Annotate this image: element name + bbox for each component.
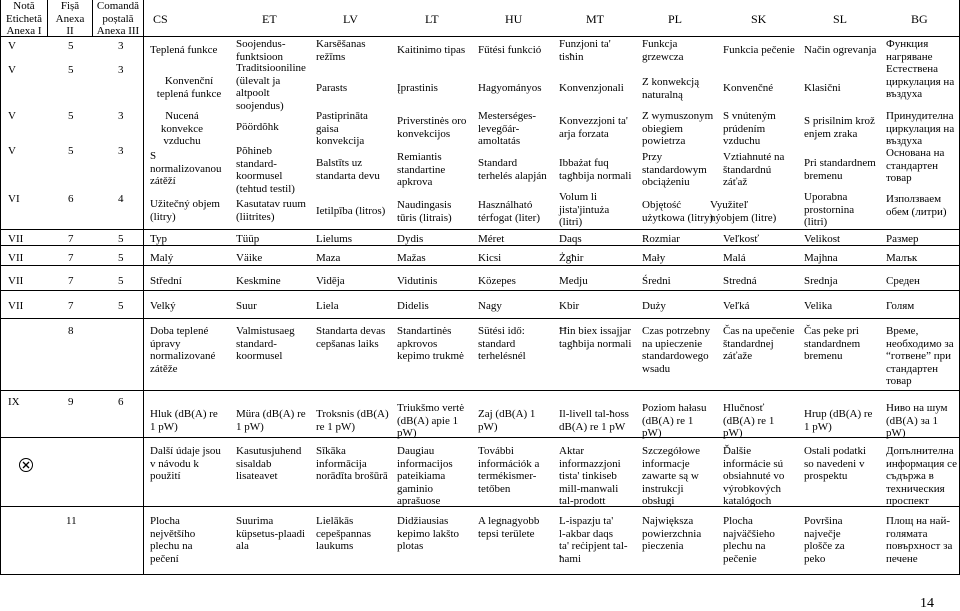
rule-large [0, 290, 960, 291]
row5-hu: Használható térfogat (liter) [478, 199, 540, 224]
row2-lt: Įprastinis [397, 82, 438, 94]
row2-pl: Z konwekcją naturalną [642, 76, 700, 101]
row5-mt: Volum li jista'jintuża (litri) [559, 191, 610, 228]
row3-mt: Konvezzjoni ta' arja forzata [559, 115, 628, 140]
row6-ref-3: 5 [118, 233, 124, 245]
row5-cs: Užitečný objem (litry) [150, 198, 220, 223]
lang-hu: HU [505, 12, 523, 26]
row10-et: Valmistusaeg standard- koormusel [236, 325, 295, 362]
row1-bg: Функция нагряване [886, 38, 933, 63]
row4-ref-1: V [8, 145, 16, 157]
row10-sk: Čas na upečenie štandardnej záťaže [723, 325, 795, 362]
row7-ref-3: 5 [118, 252, 124, 264]
row5-pl: Objętość użytkowa (litry) [642, 199, 714, 224]
row2-ref-2: 5 [68, 64, 74, 76]
row4-et: Põhineb standard- koormusel (tehtud testil) [236, 145, 295, 195]
row10-lv: Standarta devas cepšanas laiks [316, 325, 386, 350]
row8-cs: Střední [150, 275, 182, 287]
row8-et: Keskmine [236, 275, 281, 287]
row5-sl: Uporabna prostornina (litri) [804, 191, 855, 228]
row9-bg: Голям [886, 300, 915, 312]
row10-ref-2: 8 [68, 325, 74, 337]
row5-ref-3: 4 [118, 193, 124, 205]
row6-et: Tüüp [236, 233, 260, 245]
row2-sk: Konvenčné [723, 82, 774, 94]
lang-lt: LT [425, 12, 439, 26]
row9-ref-3: 5 [118, 300, 124, 312]
row2-et: Traditsiooniline (ülevalt ja altpoolt soojendus) [236, 62, 306, 112]
row3-ref-1: V [8, 110, 16, 122]
row13-cs: Plocha největšího plechu na pečení [150, 515, 196, 565]
row13-hu: A legnagyobb tepsi területe [478, 515, 540, 540]
row7-sk: Malá [723, 252, 746, 264]
row5-sk: Využiteľ nýobjem (litre) [710, 199, 777, 224]
row3-ref-3: 3 [118, 110, 124, 122]
row1-pl: Funkcja grzewcza [642, 38, 684, 63]
row13-bg: Площ на най- голямата повърхност за печене [886, 515, 953, 565]
row8-sl: Srednja [804, 275, 838, 287]
row7-cs: Malý [150, 252, 174, 264]
row4-pl: Przy standardowym obciążeniu [642, 151, 707, 188]
row3-sl: S prisilnim krož enjem zraka [804, 115, 875, 140]
rule-area [0, 506, 960, 507]
row5-lv: Ietilpība (litros) [316, 205, 386, 217]
row4-cs: S normalizovanou zátěží [150, 150, 222, 187]
row2-lv: Parasts [316, 82, 348, 94]
corner-label-3: Comandă poștală Anexa III [96, 0, 140, 37]
lang-sk: SK [751, 12, 767, 26]
row12-cs: Další údaje jsou v návodu k použití [150, 445, 221, 482]
row9-lv: Liela [316, 300, 339, 312]
row7-hu: Kicsi [478, 252, 502, 264]
rule-medium [0, 265, 960, 266]
row9-hu: Nagy [478, 300, 502, 312]
row8-ref-3: 5 [118, 275, 124, 287]
row1-ref-2: 5 [68, 40, 74, 52]
row10-bg: Време, необходимо за “готвене” при стандартен товар [886, 325, 954, 387]
row11-ref-2: 9 [68, 396, 74, 408]
lang-cs: CS [153, 12, 168, 26]
row12-lt: Daugiau informacijos pateikiama gaminio aprašuose [397, 445, 453, 507]
row11-cs: Hluk (dB(A) re 1 pW) [150, 408, 218, 433]
row5-lt: Naudingasis tūris (litrais) [397, 199, 452, 224]
row6-bg: Размер [886, 233, 919, 245]
rule-bottom [0, 574, 960, 575]
lang-et: ET [262, 12, 277, 26]
row12-sk: Ďalšie informácie sú obsiahnuté vo výrobkových katalógoch [723, 445, 785, 507]
row3-sk: S vnúteným prúdením vzduchu [723, 110, 776, 147]
row12-bg: Допълнителна информация се съдържа в техническия проспект [886, 445, 957, 507]
row2-hu: Hagyományos [478, 82, 542, 94]
row7-et: Väike [236, 252, 263, 264]
row1-et: Soojendus- funktsioon [236, 38, 286, 63]
row3-lt: Priverstinės oro konvekcijos [397, 115, 467, 140]
row9-lt: Didelis [397, 300, 429, 312]
row11-lv: Troksnis (dB(A) re 1 pW) [316, 408, 389, 433]
row9-pl: Duży [642, 300, 666, 312]
row11-et: Müra (dB(A) re 1 pW) [236, 408, 306, 433]
row11-lt: Triukšmo vertė (dB(A) apie 1 pW) [397, 402, 465, 439]
row12-sl: Ostali podatki so navedeni v prospektu [804, 445, 867, 482]
row11-ref-1: IX [8, 396, 20, 408]
row6-mt: Daqs [559, 233, 582, 245]
lang-lv: LV [343, 12, 358, 26]
row6-ref-1: VII [8, 233, 24, 245]
row4-sk: Vztiahnuté na štandardnú záťaž [723, 151, 785, 188]
row12-mt: Aktar informazzjoni tista' tinkiseb mill-manwali tal-prodott [559, 445, 621, 507]
row8-ref-1: VII [8, 275, 24, 287]
row7-ref-2: 7 [68, 252, 74, 264]
row5-ref-1: VI [8, 193, 20, 205]
rule-size [0, 229, 960, 230]
rule-header [0, 36, 960, 37]
row11-sk: Hlučnosť (dB(A) re 1 pW) [723, 402, 775, 439]
row2-cs: Konvenční teplená funkce [156, 75, 222, 100]
info-symbol-icon [19, 458, 33, 472]
row1-lt: Kaitinimo tipas [397, 44, 466, 56]
row4-bg: Основана на стандартен товар [886, 147, 945, 184]
row3-et: Pöördõhk [236, 121, 279, 133]
row10-pl: Czas potrzebny na upieczenie standardowego wsadu [642, 325, 711, 375]
row13-et: Suurima küpsetus-plaadi ala [236, 515, 306, 552]
row7-lt: Mažas [397, 252, 426, 264]
row4-sl: Pri standardnem bremenu [804, 157, 876, 182]
row1-ref-3: 3 [118, 40, 124, 52]
row11-ref-3: 6 [118, 396, 124, 408]
row9-sk: Veľká [723, 300, 750, 312]
row8-lv: Vidēja [316, 275, 345, 287]
corner-label-2: Fișă Anexa II [55, 0, 85, 37]
row8-bg: Среден [886, 275, 920, 287]
row11-hu: Zaj (dB(A) 1 pW) [478, 408, 536, 433]
row6-sk: Veľkosť [723, 233, 760, 245]
row8-pl: Średni [642, 275, 671, 287]
rule-col-3 [143, 0, 144, 575]
row12-et: Kasutusjuhend sisaldab lisateavet [236, 445, 302, 482]
row13-lt: Didžiausias kepimo lakšto plotas [397, 515, 460, 552]
row6-pl: Rozmiar [642, 233, 680, 245]
row7-mt: Żgħir [559, 252, 584, 264]
row13-sl: Površina največje plošče za peko [804, 515, 845, 565]
row3-ref-2: 5 [68, 110, 74, 122]
row7-bg: Малък [886, 252, 918, 264]
row12-lv: Sīkāka informācija norādīta brošūrā [316, 445, 388, 482]
row4-ref-3: 3 [118, 145, 124, 157]
row10-lt: Standartinės apkrovos kepimo trukmė [397, 325, 464, 362]
row5-et: Kasutatav ruum (liitrites) [236, 198, 306, 223]
row9-sl: Velika [804, 300, 833, 312]
row2-sl: Klasični [804, 82, 841, 94]
row12-pl: Szczegółowe informacje zawarte są w instrukcji obsługi [642, 445, 701, 507]
row6-cs: Typ [150, 233, 167, 245]
lang-pl: PL [668, 12, 683, 26]
rule-col-left [0, 0, 1, 575]
row8-sk: Stredná [723, 275, 757, 287]
rule-time [0, 318, 960, 319]
row13-mt: L-ispazju ta' l-akbar daqs ta' reċipjent tal- ħami [559, 515, 628, 565]
row8-mt: Medju [559, 275, 588, 287]
row1-sl: Način ogrevanja [804, 44, 877, 56]
lang-mt: MT [586, 12, 604, 26]
corner-label-1: Notă Etichetă Anexa I [5, 0, 43, 37]
row13-sk: Plocha najväčšieho plechu na pečenie [723, 515, 775, 565]
row4-lv: Balstīts uz standarta devu [316, 157, 380, 182]
row2-bg: Естествена циркулация на въздуха [886, 63, 955, 100]
row1-ref-1: V [8, 40, 16, 52]
row8-lt: Vidutinis [397, 275, 438, 287]
row8-hu: Közepes [478, 275, 516, 287]
row4-lt: Remiantis standartine apkrova [397, 151, 446, 188]
row11-mt: Il-livell tal-ħoss dB(A) re 1 pW [559, 408, 629, 433]
row6-lv: Lielums [316, 233, 353, 245]
row9-ref-2: 7 [68, 300, 74, 312]
row7-pl: Mały [642, 252, 666, 264]
row1-lv: Karsēšanas režīms [316, 38, 366, 63]
row11-sl: Hrup (dB(A) re 1 pW) [804, 408, 873, 433]
row7-lv: Maza [316, 252, 341, 264]
row2-mt: Konvenzjonali [559, 82, 624, 94]
row6-sl: Velikost [804, 233, 841, 245]
row13-ref-2: 11 [66, 515, 77, 527]
row13-pl: Największa powierzchnia pieczenia [642, 515, 702, 552]
row3-lv: Pastiprināta gaisa konvekcija [316, 110, 368, 147]
row6-lt: Dydis [397, 233, 424, 245]
row3-hu: Mesterséges- levegőár- amoltatás [478, 110, 537, 147]
row10-hu: Sütési idő: standard terhelésnél [478, 325, 526, 362]
row1-mt: Funzjoni ta' tisħin [559, 38, 611, 63]
lang-sl: SL [833, 12, 848, 26]
row3-cs: Nucená konvekce vzduchu [160, 110, 204, 147]
row9-ref-1: VII [8, 300, 24, 312]
row11-bg: Ниво на шум (dB(A) за 1 pW) [886, 402, 948, 439]
row6-hu: Méret [478, 233, 505, 245]
row7-sl: Majhna [804, 252, 838, 264]
row1-sk: Funkcia pečenie [723, 44, 795, 56]
row5-ref-2: 6 [68, 193, 74, 205]
row9-cs: Velký [150, 300, 176, 312]
row9-et: Suur [236, 300, 257, 312]
row1-cs: Teplená funkce [150, 44, 218, 56]
page-number: 14 [920, 596, 934, 611]
row4-mt: Ibbażat fuq tagħbija normali [559, 157, 632, 182]
row2-ref-3: 3 [118, 64, 124, 76]
row8-ref-2: 7 [68, 275, 74, 287]
row1-hu: Fűtési funkció [478, 44, 542, 56]
row2-ref-1: V [8, 64, 16, 76]
rule-info [0, 437, 960, 438]
row9-mt: Kbir [559, 300, 580, 312]
row3-bg: Принудителна циркулация на въздуха [886, 110, 955, 147]
row5-bg: Използваем обем (литри) [886, 193, 947, 218]
row13-lv: Lielākās cepešpannas laukums [316, 515, 371, 552]
row4-hu: Standard terhelés alapján [478, 157, 547, 182]
rule-noise [0, 390, 960, 391]
row7-ref-1: VII [8, 252, 24, 264]
row11-pl: Poziom hałasu (dB(A) re 1 pW) [642, 402, 707, 439]
lang-bg: BG [911, 12, 928, 26]
row3-pl: Z wymuszonym obiegiem powietrza [642, 110, 714, 147]
row4-ref-2: 5 [68, 145, 74, 157]
row10-sl: Čas peke pri standardnem bremenu [804, 325, 861, 362]
row6-ref-2: 7 [68, 233, 74, 245]
row12-hu: További információk a termékismer- tetőben [478, 445, 540, 495]
row10-mt: Ħin biex issajjar tagħbija normali [559, 325, 632, 350]
row10-cs: Doba teplené úpravy normalizované zátěže [150, 325, 216, 375]
